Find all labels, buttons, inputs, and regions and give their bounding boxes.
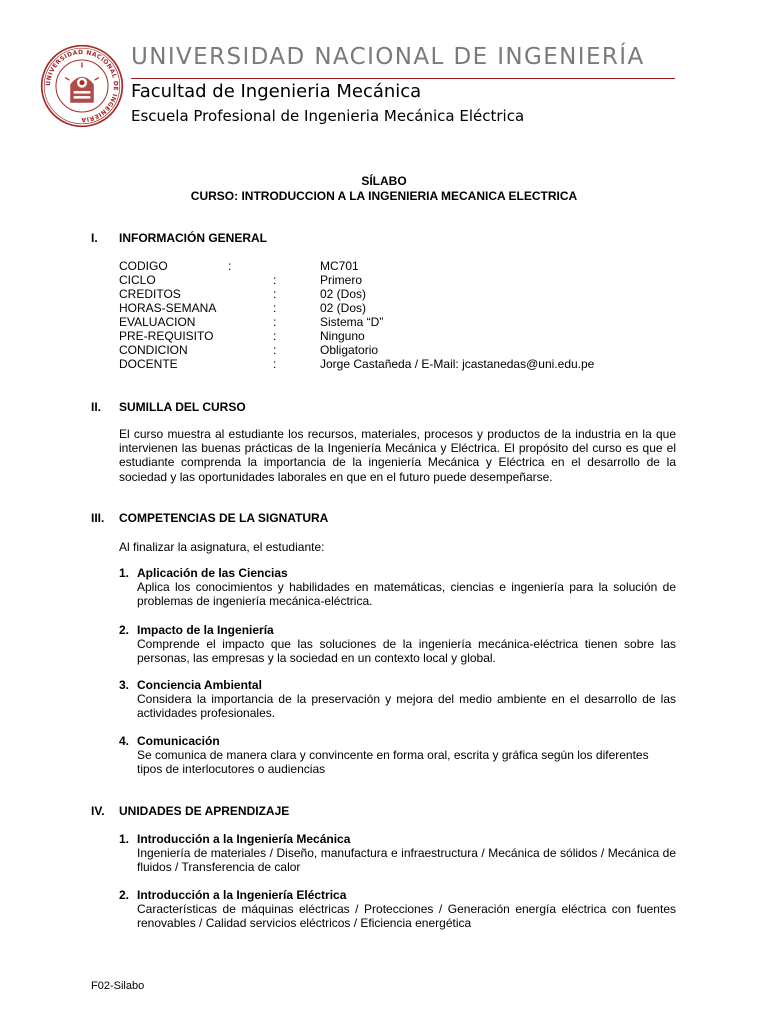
info-colon: : bbox=[273, 273, 277, 287]
course-title: CURSO: INTRODUCCION A LA INGENIERIA MECANICA ELECTRICA bbox=[190, 189, 578, 203]
unit-title: Introducción a la Ingeniería Mecánica bbox=[137, 832, 351, 846]
section-number: I. bbox=[91, 231, 98, 245]
university-name: UNIVERSIDAD NACIONAL DE INGENIERÍA bbox=[131, 44, 645, 70]
competencies-intro: Al finalizar la asignatura, el estudiante: bbox=[119, 540, 325, 554]
list-item-number: 2. bbox=[119, 888, 130, 902]
info-label: EVALUACION bbox=[119, 315, 196, 329]
section-number: II. bbox=[91, 400, 102, 414]
info-value: Primero bbox=[320, 273, 363, 287]
info-value: Jorge Castañeda / E-Mail: jcastanedas@uni.edu.pe bbox=[320, 357, 595, 371]
info-label: HORAS-SEMANA bbox=[119, 301, 217, 315]
competency-description: Se comunica de manera clara y convincente en forma oral, escrita y gráfica según los diferentes tipos de interlocutores o audiencias bbox=[137, 748, 649, 777]
section-number: IV. bbox=[91, 804, 105, 818]
unit-description: Ingeniería de materiales / Diseño, manufactura e infraestructura / Mecánica de sólidos / Mecánica de fluidos / Transferencia de calor bbox=[137, 846, 676, 875]
info-value: Sistema “D” bbox=[320, 315, 384, 329]
competency-description: Comprende el impacto que las soluciones de la ingeniería mecánica-eléctrica tienen sobre las personas, las empresas y la sociedad en un contexto local y global. bbox=[137, 637, 676, 666]
info-colon: : bbox=[273, 329, 277, 343]
competency-title: Comunicación bbox=[137, 734, 220, 748]
info-value: Obligatorio bbox=[320, 343, 379, 357]
section-title: SUMILLA DEL CURSO bbox=[119, 400, 246, 414]
header-rule bbox=[131, 78, 675, 79]
info-colon: : bbox=[273, 287, 277, 301]
faculty-name: Facultad de Ingenieria Mecánica bbox=[131, 81, 422, 102]
university-seal-logo bbox=[40, 44, 124, 128]
list-item-number: 3. bbox=[119, 678, 130, 692]
unit-title: Introducción a la Ingeniería Eléctrica bbox=[137, 888, 347, 902]
school-name: Escuela Profesional de Ingenieria Mecánica Eléctrica bbox=[131, 107, 525, 125]
info-value: 02 (Dos) bbox=[320, 301, 367, 315]
info-value: Ninguno bbox=[320, 329, 365, 343]
section-title: COMPETENCIAS DE LA SIGNATURA bbox=[119, 511, 329, 525]
section-title: INFORMACIÓN GENERAL bbox=[119, 231, 267, 245]
seal-text: UNIVERSIDAD NACIONAL DE INGENIERIA bbox=[44, 49, 120, 123]
info-colon: : bbox=[228, 259, 232, 273]
list-item-number: 1. bbox=[119, 832, 130, 846]
info-colon: : bbox=[273, 315, 277, 329]
info-label: DOCENTE bbox=[119, 357, 178, 371]
list-item-number: 2. bbox=[119, 623, 130, 637]
unit-description: Características de máquinas eléctricas / Protecciones / Generación energía eléctrica con fuentes renovables / Calidad servicios eléctricos / Eficiencia energética bbox=[137, 902, 676, 931]
info-label: CICLO bbox=[119, 273, 156, 287]
info-label: CONDICION bbox=[119, 343, 188, 357]
competency-description: Considera la importancia de la preservación y mejora del medio ambiente en el desarrollo de las actividades profesionales. bbox=[137, 692, 676, 721]
document-title: SÍLABO bbox=[361, 174, 407, 188]
info-colon: : bbox=[273, 343, 277, 357]
footer-form-code: F02-Silabo bbox=[91, 980, 145, 992]
info-label: CREDITOS bbox=[119, 287, 181, 301]
info-colon: : bbox=[273, 357, 277, 371]
list-item-number: 1. bbox=[119, 566, 130, 580]
competency-title: Aplicación de las Ciencias bbox=[137, 566, 288, 580]
competency-description: Aplica los conocimientos y habilidades en matemáticas, ciencias e ingeniería para la solución de problemas de ingeniería mecánica-eléctrica. bbox=[137, 580, 676, 609]
info-value: 02 (Dos) bbox=[320, 287, 367, 301]
info-colon: : bbox=[273, 301, 277, 315]
info-label: CODIGO bbox=[119, 259, 168, 273]
course-summary: El curso muestra al estudiante los recursos, materiales, procesos y productos de la industria en la que intervienen las buenas prácticas de la Ingeniería Mecánica y Eléctrica. El propósito del curso es que el estudiante comprenda la importancia de la ingeniería Mecánica y Eléctrica en el desarrollo de la sociedad y las oportunidades laborales en que en el futuro puede desempeñarse. bbox=[119, 427, 676, 484]
competency-title: Conciencia Ambiental bbox=[137, 678, 262, 692]
section-title: UNIDADES DE APRENDIZAJE bbox=[119, 804, 290, 818]
competency-title: Impacto de la Ingeniería bbox=[137, 623, 274, 637]
info-value: MC701 bbox=[320, 259, 359, 273]
section-number: III. bbox=[91, 511, 105, 525]
info-label: PRE-REQUISITO bbox=[119, 329, 214, 343]
list-item-number: 4. bbox=[119, 734, 130, 748]
